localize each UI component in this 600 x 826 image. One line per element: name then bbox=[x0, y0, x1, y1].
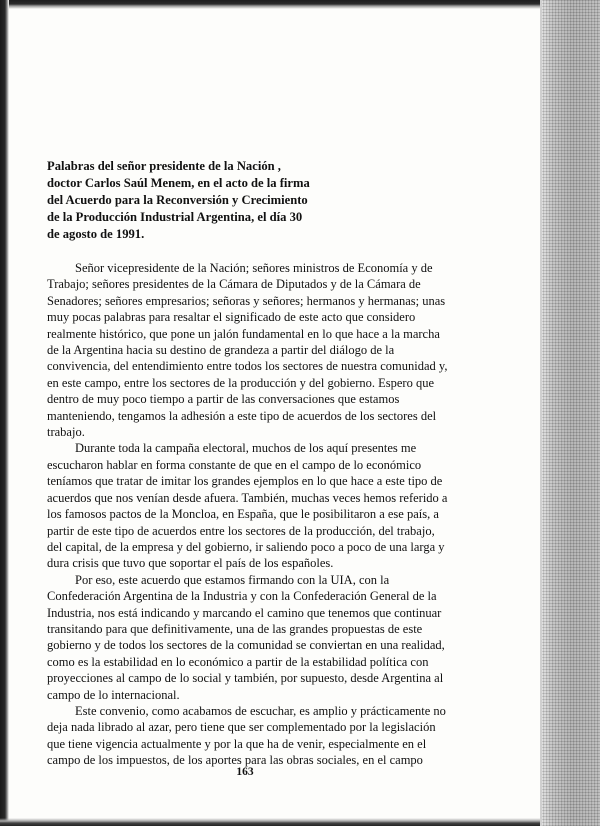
heading-line: del Acuerdo para la Reconversión y Crecimiento bbox=[47, 192, 308, 207]
body-line: partir de este tipo de acuerdos entre los sectores de la producción, del trabajo, bbox=[47, 523, 435, 538]
speech-body bbox=[47, 260, 462, 769]
body-line: convivencia, del entendimiento entre todos los sectores de nuestra comunidad y, bbox=[47, 359, 448, 374]
page-number: 163 bbox=[236, 766, 254, 778]
body-line: de la Argentina hacia su destino de grandeza a partir del diálogo de la bbox=[47, 343, 395, 358]
body-line: dentro de muy poco tiempo a partir de las conversaciones que estamos bbox=[47, 392, 400, 407]
body-line: Señor vicepresidente de la Nación; señores ministros de Economía y de bbox=[75, 261, 433, 275]
body-line: en este campo, entre los sectores de la producción y del gobierno. Espero que bbox=[47, 375, 435, 390]
body-line: escucharon hablar en forma constante de que en el campo de lo económico bbox=[47, 457, 422, 472]
body-line: que tiene vigencia actualmente y por la que ha de venir, especialmente en el bbox=[47, 736, 427, 751]
body-line: trabajo. bbox=[47, 425, 85, 440]
body-line: Durante toda la campaña electoral, muchos de los aquí presentes me bbox=[75, 441, 417, 456]
body-line: Este convenio, como acabamos de escuchar, es amplio y prácticamente no bbox=[75, 703, 446, 718]
body-line: Trabajo; señores presidentes de la Cámara de Diputados y de la Cámara de bbox=[47, 277, 421, 292]
body-line: dura crisis que tuvo que soportar el país de los españoles. bbox=[47, 556, 334, 571]
body-line: los famosos pactos de la Moncloa, en España, que le posibilitaron a ese país, a bbox=[47, 507, 439, 522]
body-line: muy pocas palabras para resaltar el significado de este acto que considero bbox=[47, 310, 416, 325]
body-line: Confederación Argentina de la Industria y con la Confederación General de la bbox=[47, 589, 437, 604]
body-line: acuerdos que nos venían desde afuera. También, muchas veces hemos referido a bbox=[47, 490, 448, 505]
body-line: transitando para que definitivamente, una de las grandes propuestas de este bbox=[47, 621, 423, 636]
body-line: proyecciones al campo de lo social y también, por supuesto, desde Argentina al bbox=[47, 671, 444, 686]
body-line: campo de los impuestos, de los aportes para las obras sociales, en el campo bbox=[47, 753, 423, 768]
scan-edge-bottom bbox=[0, 818, 560, 826]
body-line: realmente histórico, que pone un jalón fundamental en lo que hace a la marcha bbox=[47, 326, 440, 341]
heading-line: de agosto de 1991. bbox=[47, 226, 145, 241]
heading-line: doctor Carlos Saúl Menem, en el acto de la firma bbox=[47, 175, 310, 190]
body-line: Senadores; señores empresarios; señoras y señores; hermanos y hermanas; unas bbox=[47, 293, 446, 308]
body-line: Industria, nos está indicando y marcando el camino que tenemos que continuar bbox=[47, 605, 442, 620]
body-line: como es la estabilidad en lo económico a partir de la estabilidad política con bbox=[47, 654, 429, 669]
body-line: gobierno y de todos los sectores de la comunidad se conviertan en una realidad, bbox=[47, 638, 445, 653]
scan-edge-left bbox=[0, 0, 9, 826]
body-line: campo de lo internacional. bbox=[47, 687, 180, 702]
body-line: deja nada librado al azar, pero tiene que ser complementado por la legislación bbox=[47, 720, 436, 735]
heading-line: de la Producción Industrial Argentina, el día 30 bbox=[47, 209, 303, 224]
speech-heading bbox=[47, 158, 347, 243]
scan-edge-right bbox=[542, 0, 600, 826]
body-line: del capital, de la empresa y del gobierno, ir saliendo poco a poco de una larga y bbox=[47, 539, 445, 554]
body-line: manteniendo, tengamos la adhesión a este tipo de acuerdos de los sectores del bbox=[47, 408, 437, 423]
heading-line: Palabras del señor presidente de la Nación , bbox=[47, 159, 281, 173]
scan-edge-top bbox=[0, 0, 540, 9]
body-line: teníamos que tratar de imitar los grandes ejemplos en lo que hace a este tipo de bbox=[47, 474, 443, 489]
body-line: Por eso, este acuerdo que estamos firmando con la UIA, con la bbox=[75, 572, 390, 587]
